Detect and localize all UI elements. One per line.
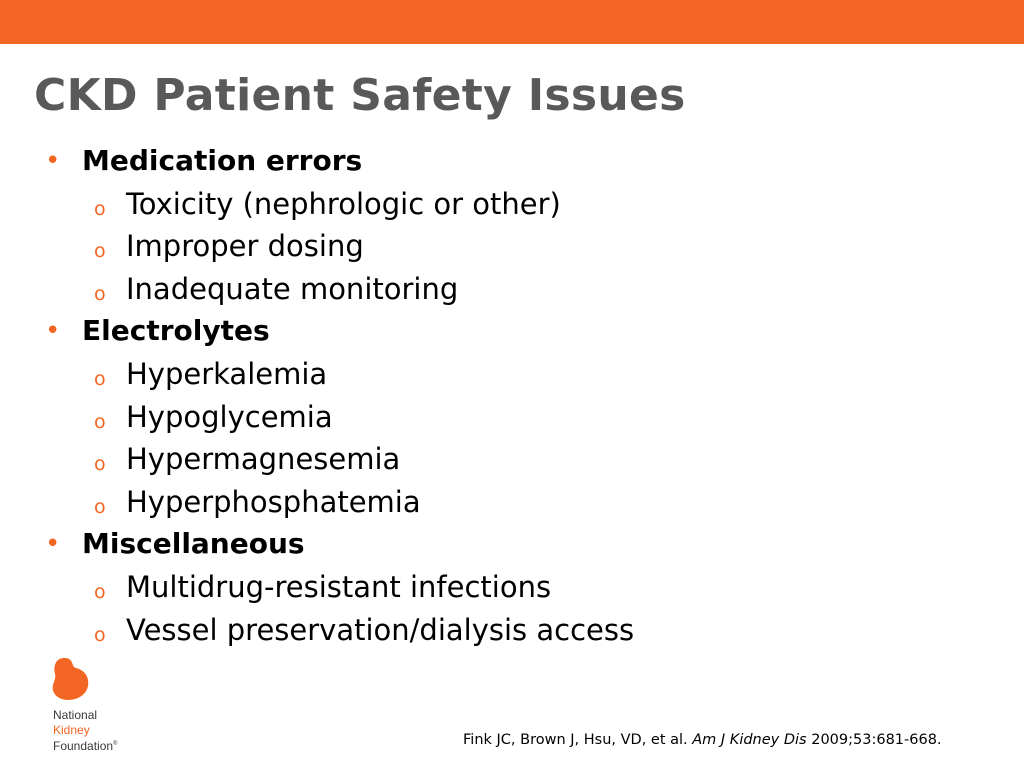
sub-bullet-item xyxy=(0,609,1024,652)
citation-authors: Fink JC, Brown J, Hsu, VD, et al. xyxy=(463,732,688,748)
sub-bullet-item xyxy=(0,353,1024,396)
sub-bullet-label: Multidrug-resistant infections xyxy=(126,569,552,604)
logo-line-national: National xyxy=(53,708,98,722)
sub-bullet-item xyxy=(0,396,1024,439)
hollow-circle-icon: o xyxy=(94,282,106,305)
sub-bullet-item xyxy=(0,183,1024,226)
sub-bullet-label: Improper dosing xyxy=(126,229,364,264)
sub-bullet-label: Toxicity (nephrologic or other) xyxy=(126,186,561,221)
sub-bullet-label: Inadequate monitoring xyxy=(126,271,459,306)
bullet-dot-icon: • xyxy=(45,316,61,347)
sub-bullet-label: Vessel preservation/dialysis access xyxy=(126,612,635,647)
sub-bullet-item xyxy=(0,225,1024,268)
kidney-icon xyxy=(50,656,94,702)
citation-journal: Am J Kidney Dis xyxy=(692,732,807,748)
citation-details: 2009;53:681-668. xyxy=(811,732,942,748)
trademark-mark: ® xyxy=(113,741,118,747)
sub-bullet-item xyxy=(0,481,1024,524)
slide-title: CKD Patient Safety Issues xyxy=(34,70,686,121)
logo-line-foundation: Foundation® xyxy=(53,739,118,753)
bullet-dot-icon: • xyxy=(45,529,61,560)
logo-wordmark xyxy=(53,708,117,754)
sub-bullet-label: Hyperphosphatemia xyxy=(126,484,421,519)
sub-bullet-item xyxy=(0,566,1024,609)
bullet-dot-icon: • xyxy=(45,146,61,176)
sub-bullet-label: Hypermagnesemia xyxy=(126,442,401,477)
nkf-logo xyxy=(44,656,154,756)
top-accent-bar xyxy=(0,0,1024,44)
bullet-label: Miscellaneous xyxy=(82,527,305,561)
bullet-item xyxy=(0,523,1024,566)
bullet-label: Electrolytes xyxy=(82,314,270,348)
sub-bullet-item xyxy=(0,268,1024,311)
logo-line-kidney: Kidney xyxy=(53,722,90,737)
hollow-circle-icon: o xyxy=(94,367,106,390)
hollow-circle-icon: o xyxy=(94,453,106,476)
hollow-circle-icon: o xyxy=(94,240,106,263)
bullet-label: Medication errors xyxy=(82,144,363,177)
citation xyxy=(463,732,942,748)
hollow-circle-icon: o xyxy=(94,495,106,518)
bullet-list xyxy=(0,140,1024,651)
bullet-item xyxy=(0,140,1024,183)
sub-bullet-label: Hypoglycemia xyxy=(126,399,333,434)
bullet-item xyxy=(0,310,1024,353)
hollow-circle-icon: o xyxy=(94,580,106,603)
hollow-circle-icon: o xyxy=(94,623,106,646)
hollow-circle-icon: o xyxy=(94,410,106,433)
sub-bullet-item xyxy=(0,438,1024,481)
sub-bullet-label: Hyperkalemia xyxy=(126,356,328,391)
hollow-circle-icon: o xyxy=(94,197,106,220)
